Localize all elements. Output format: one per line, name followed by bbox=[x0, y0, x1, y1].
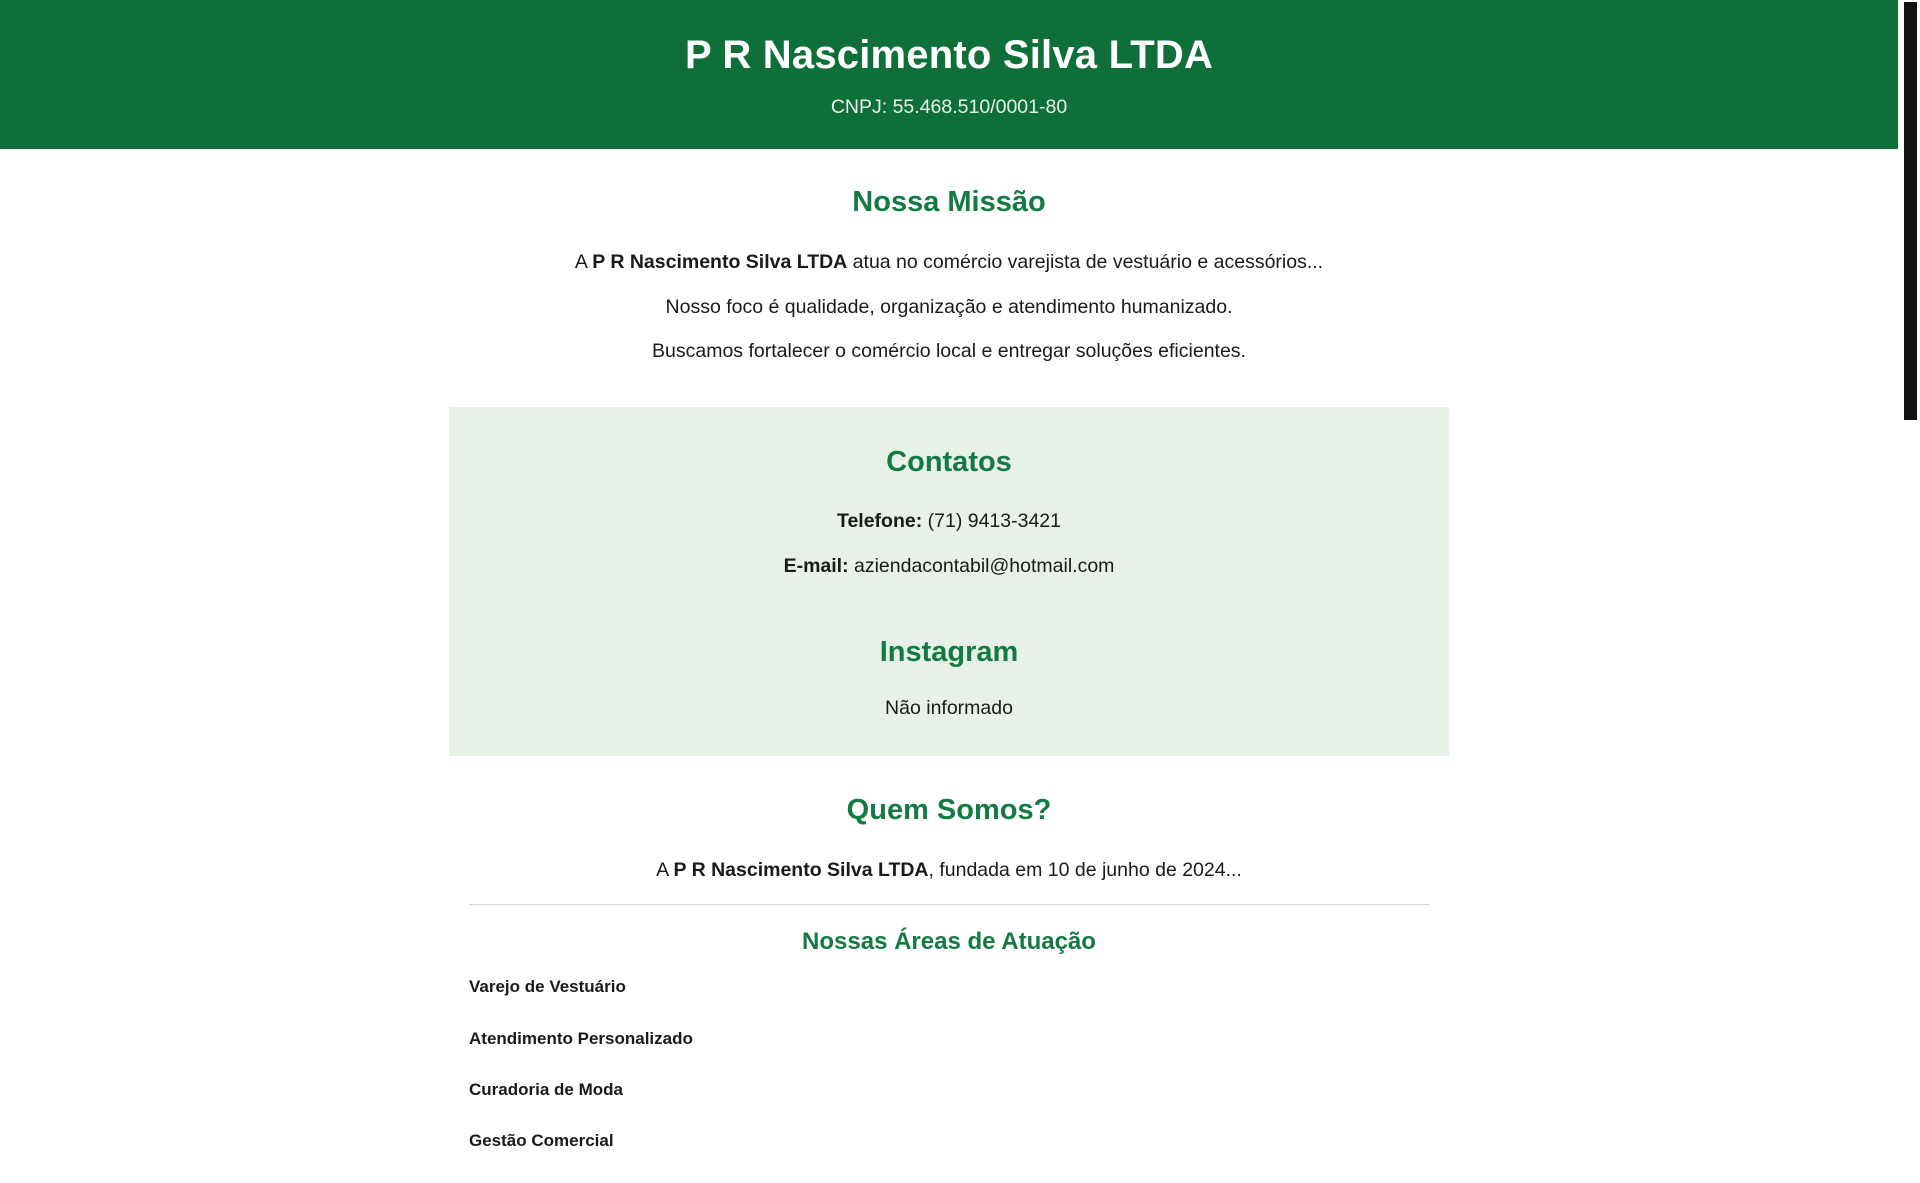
about-section bbox=[0, 756, 1898, 882]
contacts-card bbox=[449, 407, 1449, 756]
mission-paragraph-1 bbox=[0, 251, 1898, 274]
mission-paragraph-3: Buscamos fortalecer o comércio local e entregar soluções eficientes. bbox=[652, 339, 1246, 362]
section-divider bbox=[469, 904, 1429, 905]
email-row bbox=[449, 555, 1449, 578]
phone-row bbox=[449, 510, 1449, 533]
list-item: Curadoria de Moda bbox=[469, 1079, 623, 1099]
list-item: Varejo de Vestuário bbox=[469, 977, 626, 997]
cnpj-text: CNPJ: 55.468.510/0001-80 bbox=[830, 96, 1068, 118]
instagram-value: Não informado bbox=[885, 696, 1013, 719]
mission-paragraph-1-company: P R Nascimento Silva LTDA bbox=[592, 251, 848, 274]
mission-paragraphs bbox=[0, 251, 1898, 363]
areas-section bbox=[0, 905, 1898, 1182]
mission-paragraph-1-suffix: atua no comércio varejista de vestuário e acessórios... bbox=[847, 251, 1324, 274]
list-item: Atendimento Personalizado bbox=[469, 1028, 693, 1048]
about-paragraph bbox=[0, 859, 1898, 882]
main-content bbox=[0, 149, 1898, 1182]
areas-heading: Nossas Áreas de Atuação bbox=[802, 928, 1096, 956]
mission-section bbox=[0, 149, 1898, 363]
contacts-heading: Contatos bbox=[886, 446, 1012, 479]
instagram-heading: Instagram bbox=[879, 635, 1019, 668]
areas-list bbox=[469, 977, 1429, 1183]
about-heading: Quem Somos? bbox=[846, 794, 1052, 827]
page-title: P R Nascimento Silva LTDA bbox=[684, 33, 1214, 77]
phone-value[interactable]: (71) 9413-3421 bbox=[922, 510, 1061, 533]
vertical-scrollbar-track[interactable] bbox=[1898, 0, 1920, 1080]
phone-label: Telefone: bbox=[836, 510, 923, 533]
areas-list-wrapper bbox=[0, 957, 1898, 1183]
contacts-card-wrapper bbox=[0, 363, 1898, 756]
about-paragraph-prefix: A bbox=[656, 858, 674, 881]
divider-wrapper bbox=[0, 882, 1898, 905]
list-item: Gestão Comercial bbox=[469, 1131, 614, 1151]
about-paragraph-suffix: , fundada em 10 de junho de 2024... bbox=[928, 858, 1242, 881]
mission-heading: Nossa Missão bbox=[852, 186, 1046, 219]
mission-paragraph-2: Nosso foco é qualidade, organização e atendimento humanizado. bbox=[665, 295, 1233, 318]
email-label: E-mail: bbox=[783, 554, 849, 577]
vertical-scrollbar-thumb[interactable] bbox=[1904, 2, 1917, 420]
about-paragraph-company: P R Nascimento Silva LTDA bbox=[673, 858, 929, 881]
mission-paragraph-1-prefix: A bbox=[574, 251, 593, 274]
email-value[interactable]: aziendacontabil@hotmail.com bbox=[848, 554, 1115, 577]
site-header bbox=[0, 0, 1898, 149]
